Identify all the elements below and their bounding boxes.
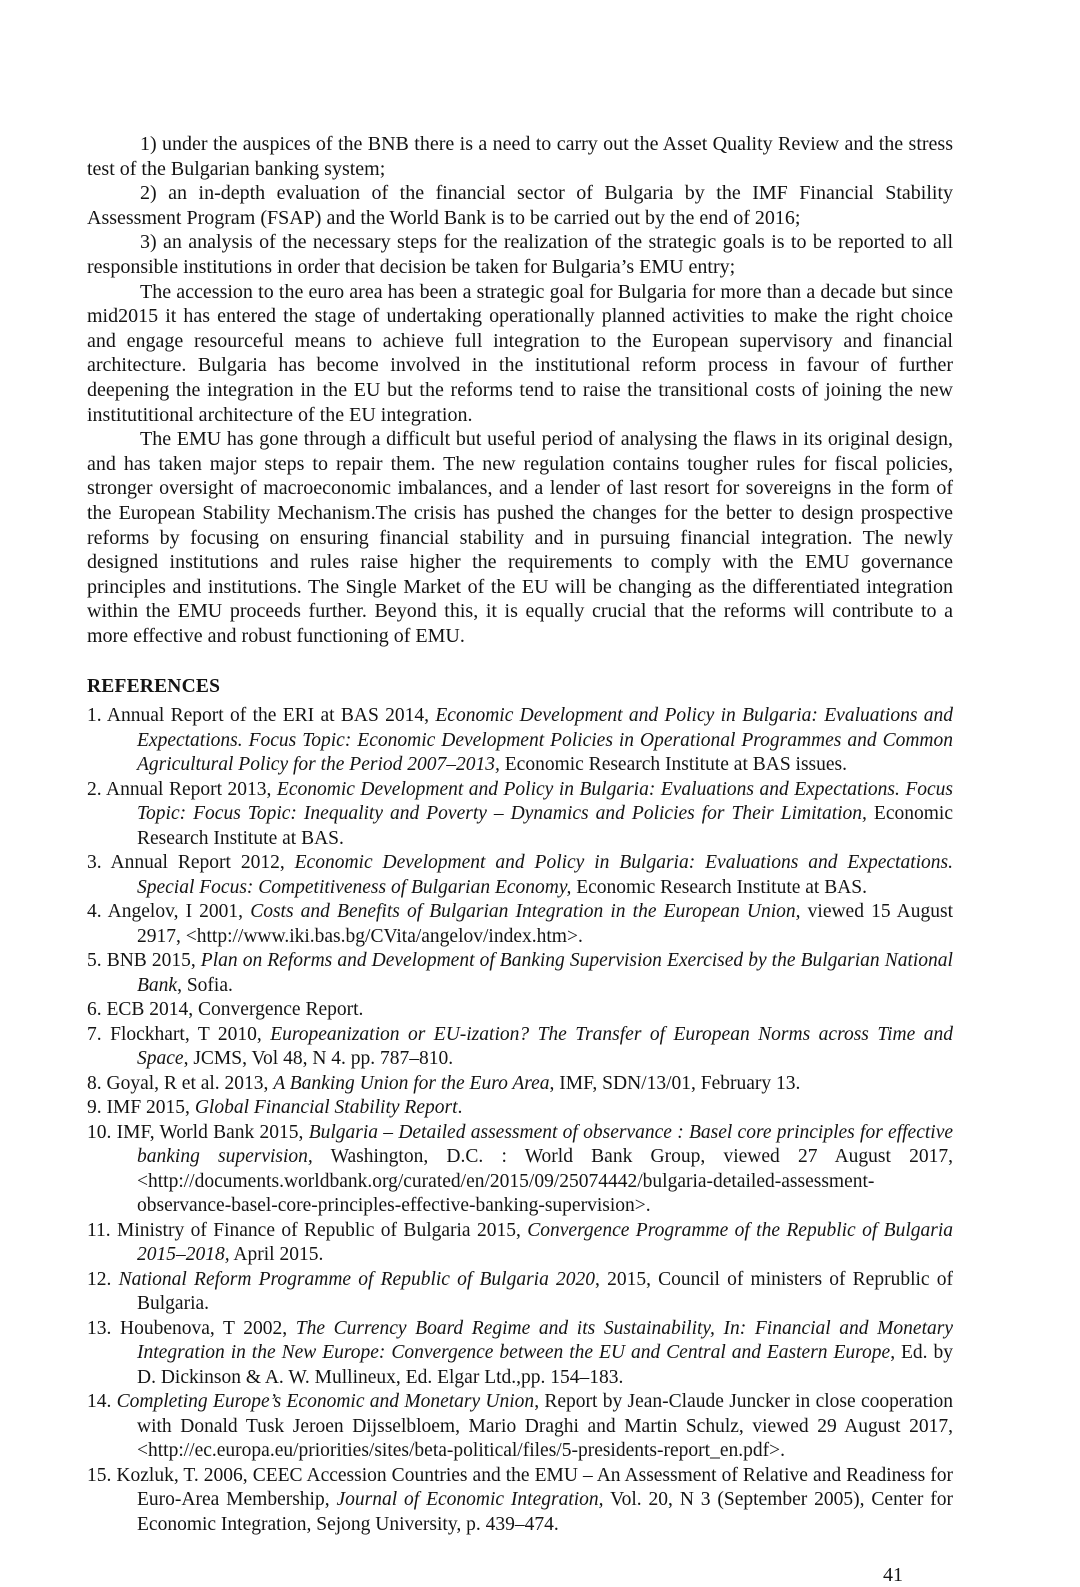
reference-item [87,1023,953,1072]
reference-item [87,1096,953,1121]
reference-title-segment: A Banking Union for the Euro Area [273,1072,550,1094]
reference-text-segment: Washington, D.C. : World Bank Group, viewed 27 August 2017, <http://documents.worldbank.org/curated/en/2015/09/25074442/bulgaria-detailed-assessment-observance-basel-core-principles-effective-banking-supervision>. [137,1146,953,1217]
reference-text-segment: 13. Houbenova, T 2002, [87,1317,296,1339]
reference-item [87,851,953,900]
reference-text-segment: , Ed. by D. Dickinson & A. W. Mullineux, Ed. Elgar Ltd.,pp. 154–183. [137,1342,953,1388]
reference-title-segment: Economic Development and Policy in Bulgaria: Evaluations and Expectations. Focus Topic: Economic Development Policies in Operational Programmes and Common Agricultural Policy for the Period 2007–2013, [137,705,953,776]
reference-item [87,1121,953,1219]
reference-title-segment: Convergence Programme of the Republic of Bulgaria 2015–2018, [137,1219,953,1266]
reference-text-segment: , 2015, Council of ministers of Reprublic of Bulgaria. [137,1268,954,1315]
reference-text-segment: 14. [87,1391,117,1413]
body-paragraph: 2) an in-depth evaluation of the financial sector of Bulgaria by the IMF Financial Stability Assessment Program (FSAP) and the World Bank is to be carried out by the end of 2016; [87,182,953,229]
reference-item [87,778,953,852]
reference-title-segment: Bulgaria – Detailed assessment of observance : Basel core principles for effective banking supervision, [137,1121,954,1168]
body-paragraph: 1) under the auspices of the BNB there is a need to carry out the Asset Quality Review and the stress test of the Bulgarian banking system; [87,133,953,180]
reference-text-segment: , JCMS, Vol 48, N 4. pp. 787–810. [183,1048,454,1070]
body-paragraph: The EMU has gone through a difficult but useful period of analysing the flaws in its original design, and has taken major steps to repair them. The new regulation contains tougher rules for fiscal policies, stronger oversight of macroeconomic imbalances, and a lender of last resort for sovereigns in the form of the European Stability Mechanism.The crisis has pushed the changes for the better to design prospective reforms by focusing on ensuring financial stability and in pursuing financial integration. The newly designed institutions and rules raise higher the requirements to comply with the EMU governance principles and institutions. The Single Market of the EU will be changing as the differentiated integration within the EMU proceeds further. Beyond this, it is equally crucial that the reforms will contribute to a more effective and robust functioning of EMU. [87,428,953,647]
reference-text-segment: , Report by Jean-Claude Juncker in close cooperation with Donald Tusk Jeroen Dijsselbloem, Mario Draghi and Martin Schulz, viewed 29 August 2017, <http://ec.europa.eu/priorities/sites/beta-political/files/5-presidents-report_en.pdf>. [137,1391,954,1462]
reference-title-segment: Plan on Reforms and Development of Banking Supervision Exercised by the Bulgarian National Bank [137,950,953,996]
reference-text-segment: , Sofia. [177,974,233,996]
page-number: 41 [883,1564,903,1587]
reference-text-segment: 4. Angelov, I 2001, [87,901,251,923]
reference-item [87,1464,953,1538]
reference-text-segment: Economic Research Institute at BAS. [137,803,953,849]
references-heading: REFERENCES [87,676,221,698]
reference-item [87,949,953,998]
reference-text-segment: 7. Flockhart, T 2010, [87,1023,271,1045]
reference-title-segment: Costs and Benefits of Bulgarian Integration in the European Union, [250,901,801,923]
reference-title-segment: Journal of Economic Integration, [336,1489,604,1511]
reference-title-segment: Global Financial Stability Report [194,1097,458,1119]
reference-text-segment: 3. Annual Report 2012, [87,852,295,874]
reference-item [87,704,953,778]
reference-item [87,1219,953,1268]
reference-title-segment: National Reform Programme of Republic of Bulgaria 2020 [118,1268,596,1290]
reference-text-segment: 9. IMF 2015, [87,1097,195,1119]
reference-text-segment: Economic Research Institute at BAS issues. [499,754,848,776]
references-list [87,704,953,1537]
reference-text-segment: 2. Annual Report 2013, [87,778,277,800]
reference-text-segment: 15. Kozluk, T. 2006, CEEC Accession Countries and the EMU – An Assessment of Relative and Readiness for Euro-Area Membership, [87,1464,953,1511]
reference-item [87,1390,953,1464]
reference-text-segment: 8. Goyal, R et al. 2013, [87,1072,274,1094]
reference-item [87,998,953,1023]
reference-text-segment: . [457,1097,463,1119]
body-paragraph: The accession to the euro area has been a strategic goal for Bulgaria for more than a decade but since mid2015 it has entered the stage of undertaking operationally planned activities to make the right choice and engage resourceful means to achieve full integration to the European supervisory and financial architecture. Bulgaria has become involved in the institutional reform process in favour of further deepening the integration in the EU but the reforms tend to raise the transitional costs of joining the new institutitional architecture of the EU integration. [87,280,953,426]
reference-text-segment: 12. [87,1268,119,1290]
reference-text-segment: 10. IMF, World Bank 2015, [87,1121,309,1143]
reference-title-segment: Completing Europe’s Economic and Monetary Union [116,1391,535,1413]
reference-title-segment: The Currency Board Regime and its Sustainability, In: Financial and Monetary Integration in the New Europe: Convergence between the EU and Central and Eastern Europe [137,1317,953,1364]
reference-item [87,1317,953,1391]
reference-text-segment: , IMF, SDN/13/01, February 13. [549,1072,801,1094]
body-paragraphs [87,132,953,648]
reference-text-segment: viewed 15 August 2917, <http://www.iki.bas.bg/CVita/angelov/index.htm>. [137,901,953,947]
reference-item [87,1072,953,1097]
reference-text-segment: Vol. 20, N 3 (September 2005), Center for Economic Integration, Sejong University, p. 439–474. [137,1489,953,1535]
reference-text-segment: Economic Research Institute at BAS. [571,876,868,898]
reference-title-segment: Economic Development and Policy in Bulgaria: Evaluations and Expectations. Special Focus: Competitiveness of Bulgarian Economy, [137,852,953,898]
body-paragraph: 3) an analysis of the necessary steps for the realization of the strategic goals is to be reported to all responsible institutions in order that decision be taken for Bulgaria’s EMU entry; [87,231,953,278]
reference-text-segment: April 2015. [229,1244,324,1266]
reference-title-segment: Economic Development and Policy in Bulgaria: Evaluations and Expectations. Focus Topic: Focus Topic: Inequality and Poverty – Dynamics and Policies for Their Limitation, [137,778,953,825]
page-content [87,132,953,1587]
reference-text-segment: 11. Ministry of Finance of Republic of Bulgaria 2015, [87,1219,528,1241]
reference-title-segment: Europeanization or EU-ization? The Transfer of European Norms across Time and Space [137,1023,953,1070]
reference-item [87,900,953,949]
reference-text-segment: 1. Annual Report of the ERI at BAS 2014, [87,705,436,727]
reference-text-segment: 5. BNB 2015, [87,950,201,972]
reference-item [87,1268,953,1317]
reference-text-segment: 6. ECB 2014, Convergence Report. [87,999,364,1021]
